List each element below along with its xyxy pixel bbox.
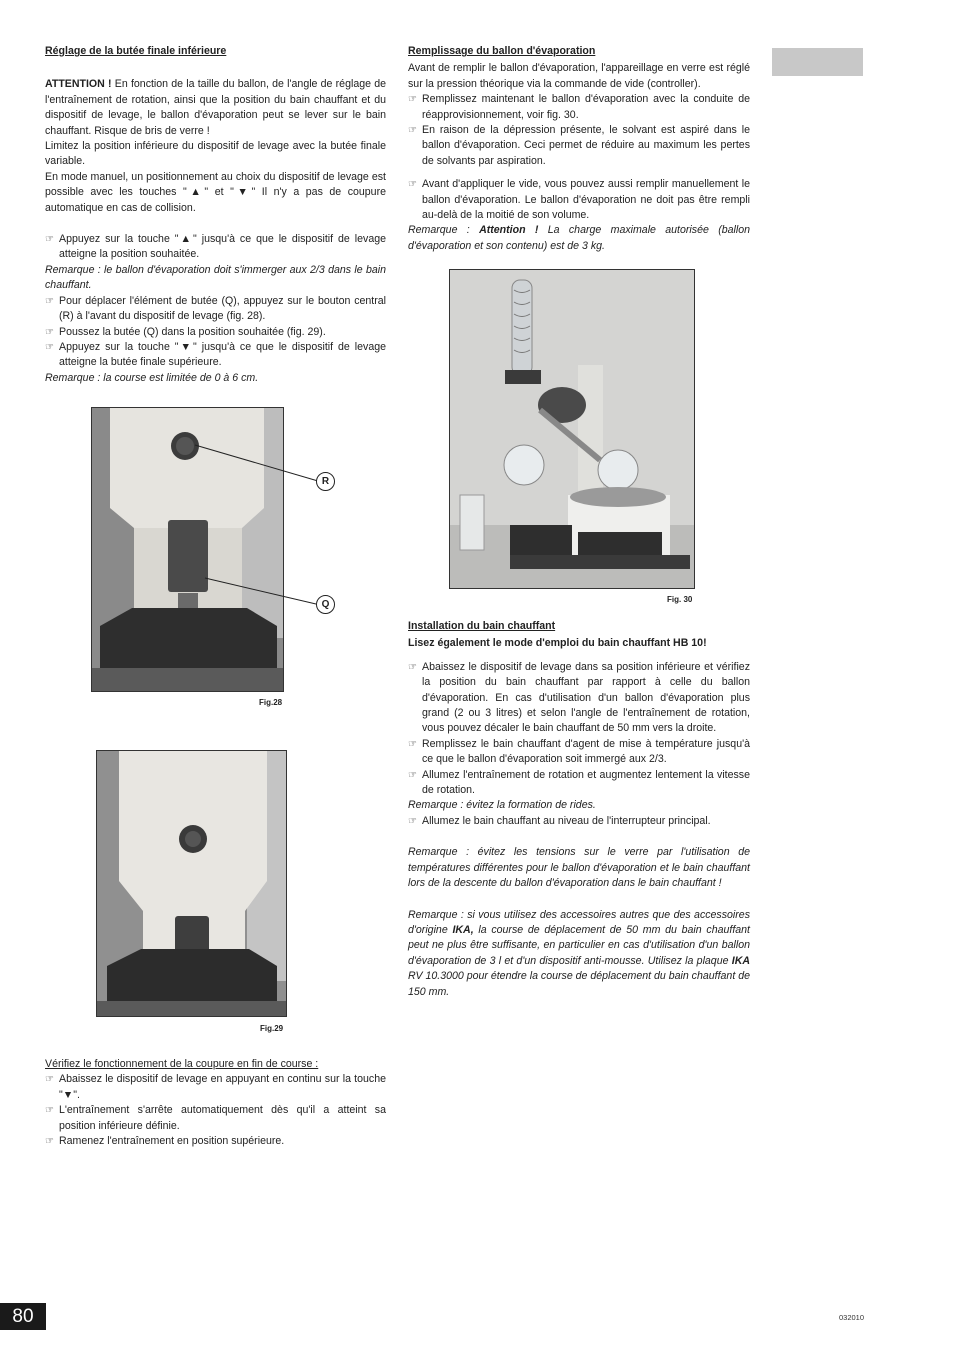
- figure-caption: Fig. 30: [667, 595, 693, 604]
- paragraph: Avant de remplir le ballon d'évaporation, l'appareillage en verre est réglé sur la pression théorique via la commande de vide (controller).: [408, 62, 750, 90]
- note: Remarque : la course est limitée de 0 à 6 cm.: [45, 371, 259, 384]
- pointing-hand-icon: ☞: [408, 661, 417, 673]
- list-item: ☞ Allumez le bain chauffant au niveau de l'interrupteur principal.: [408, 814, 750, 829]
- list-item: ☞ Pour déplacer l'élément de butée (Q), appuyez sur le bouton central (R) à l'avant du dispositif de levage (fig. 28).: [45, 294, 386, 323]
- figure-30-photo: [449, 269, 695, 589]
- pointing-hand-icon: ☞: [45, 1105, 54, 1117]
- page-number: 80: [0, 1303, 46, 1330]
- callout-q: Q: [316, 595, 335, 614]
- attention-text: En fonction de la taille du ballon, de l'angle de réglage de l'entraînement de rotation, ainsi que la position du bain chauffant et du dispositif de levage, le ballon d'évaporation peut se lever sur le bain chauffant. Risque de bris de verre !: [45, 78, 386, 137]
- pointing-hand-icon: ☞: [45, 1074, 54, 1086]
- language-tab-marker: [772, 48, 863, 76]
- figure-29-photo: [96, 750, 287, 1017]
- note: Remarque : évitez les tensions sur le verre par l'utilisation de températures différentes pour le ballon d'évaporation et le bain chauffant lors de la descente du ballon d'évaporation dans le bain chauffant !: [408, 846, 750, 890]
- figure-28-photo: [91, 407, 284, 692]
- pointing-hand-icon: ☞: [408, 769, 417, 781]
- left-column: [45, 44, 386, 386]
- attention-paragraph: [45, 77, 386, 139]
- attention-label: ATTENTION !: [45, 78, 112, 91]
- pointing-hand-icon: ☞: [45, 326, 54, 338]
- section-heading: Installation du bain chauffant: [408, 620, 556, 632]
- pointing-hand-icon: ☞: [408, 94, 417, 106]
- subheading: Lisez également le mode d'emploi du bain chauffant HB 10!: [408, 637, 707, 650]
- note: Remarque : le ballon d'évaporation doit s'immerger aux 2/3 dans le bain chauffant.: [45, 263, 386, 292]
- pointing-hand-icon: ☞: [45, 295, 54, 307]
- list-item: ☞ Avant d'appliquer le vide, vous pouvez aussi remplir manuellement le ballon d'évaporation. Le ballon d'évaporation ne doit pas être rempli au-delà de la moitié de son volume.: [408, 178, 750, 222]
- verification-section: [45, 1057, 386, 1149]
- list-item: ☞ Allumez l'entraînement de rotation et augmentez lentement la vitesse de rotation.: [408, 768, 750, 797]
- lifting-device-illustration: [92, 408, 283, 691]
- pointing-hand-icon: ☞: [408, 125, 417, 137]
- paragraph: Limitez la position inférieure du dispositif de levage avec la butée finale variable.: [45, 140, 386, 168]
- heating-bath-section: [408, 619, 750, 1000]
- list-item: ☞ Remplissez maintenant le ballon d'évaporation avec la conduite de réapprovisionnement, voir fig. 30.: [408, 93, 750, 121]
- pointing-hand-icon: ☞: [45, 234, 54, 246]
- figure-caption: Fig.29: [260, 1024, 284, 1033]
- note: Remarque : Attention ! La charge maximale autorisée (ballon d'évaporation et son contenu) est de 3 kg.: [408, 224, 750, 252]
- lifting-device-illustration: [97, 751, 286, 1016]
- right-column: [408, 44, 750, 254]
- list-item: ☞ Abaissez le dispositif de levage en appuyant en continu sur la touche "▼".: [45, 1073, 386, 1101]
- rotary-evaporator-illustration: [450, 270, 694, 588]
- list-item: ☞ Abaissez le dispositif de levage dans sa position inférieure et vérifiez la position du bain chauffant par rapport à celle du ballon d'évaporation. En cas d'utilisation d'un ballon d'évaporation plus grand (2 ou 3 litres) et selon l'angle de l'entraînement de rotation, vous pouvez décaler le bain chauffant de 50 mm vers la droite.: [408, 660, 750, 735]
- list-item: ☞ Appuyez sur la touche "▲" jusqu'à ce que le dispositif de levage atteigne la position souhaitée.: [45, 233, 386, 261]
- list-item: ☞ Poussez la butée (Q) dans la position souhaitée (fig. 29).: [45, 325, 386, 340]
- section-heading: Réglage de la butée finale inférieure: [45, 45, 227, 57]
- section-heading: Remplissage du ballon d'évaporation: [408, 45, 596, 57]
- list-item: ☞ En raison de la dépression présente, le solvant est aspiré dans le ballon d'évaporation. Ceci permet de réduire au maximum les pertes de solvants par aspiration.: [408, 124, 750, 167]
- document-code: 032010: [839, 1313, 865, 1322]
- verify-heading: Vérifiez le fonctionnement de la coupure en fin de course :: [45, 1058, 319, 1070]
- note: Remarque : si vous utilisez des accessoires autres que des accessoires d'origine IKA, la course de déplacement de 50 mm du bain chauffant peut ne plus être suffisante, en particulier en cas d'utilisation d'un ballon d'évaporation de 3 l et d'un dispositif anti-mousse. Utilisez la plaque IKA RV 10.3000 pour étendre la course de déplacement du bain chauffant de 150 mm.: [408, 908, 750, 998]
- pointing-hand-icon: ☞: [45, 341, 54, 353]
- pointing-hand-icon: ☞: [408, 179, 417, 191]
- pointing-hand-icon: ☞: [45, 1136, 54, 1148]
- figure-caption: Fig.28: [259, 698, 283, 707]
- list-item: ☞ Appuyez sur la touche "▼" jusqu'à ce que le dispositif de levage atteigne la butée finale supérieure.: [45, 340, 386, 369]
- list-item: ☞ Ramenez l'entraînement en position supérieure.: [45, 1134, 386, 1149]
- pointing-hand-icon: ☞: [408, 738, 417, 750]
- callout-r: R: [316, 472, 335, 491]
- paragraph: En mode manuel, un positionnement au choix du dispositif de levage est possible avec les touches "▲" et "▼" Il n'y a pas de coupure automatique en cas de collision.: [45, 170, 386, 214]
- list-item: ☞ L'entraînement s'arrête automatiquement dès qu'il a atteint sa position inférieure définie.: [45, 1104, 386, 1132]
- list-item: ☞ Remplissez le bain chauffant d'agent de mise à température jusqu'à ce que le ballon d'évaporation soit immergé aux 2/3.: [408, 737, 750, 766]
- note: Remarque : évitez la formation de rides.: [408, 799, 596, 812]
- pointing-hand-icon: ☞: [408, 815, 417, 827]
